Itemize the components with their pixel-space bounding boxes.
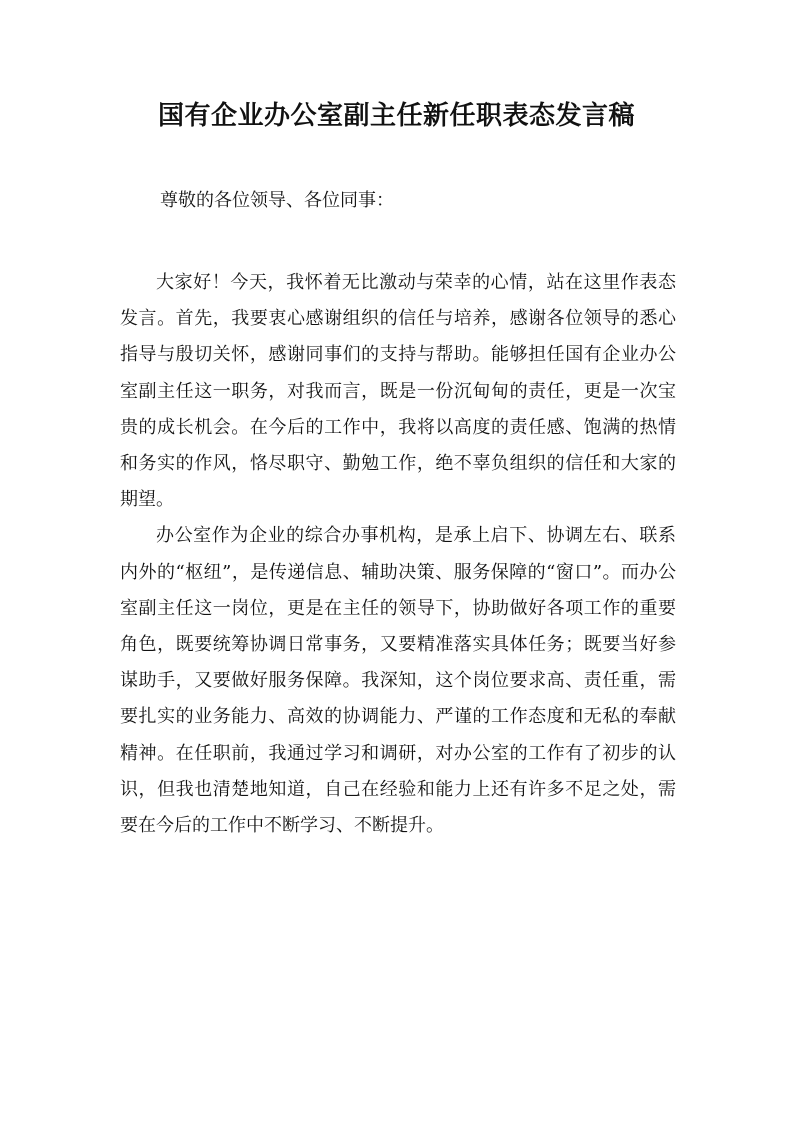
salutation: 尊敬的各位领导、各位同事： (160, 190, 394, 211)
document-body (120, 265, 676, 844)
document-title: 国有企业办公室副主任新任职表态发言稿 (157, 101, 635, 131)
paragraph-2: 办公室作为企业的综合办事机构，是承上启下、协调左右、联系内外的“枢纽”，是传递信息、辅助决策、服务保障的“窗口”。而办公室副主任这一岗位，更是在主任的领导下，协助做好各项工作的重要角色，既要统筹协调日常事务，又要精准落实具体任务；既要当好参谋助手，又要做好服务保障。我深知，这个岗位要求高、责任重，需要扎实的业务能力、高效的协调能力、严谨的工作态度和无私的奉献精神。在任职前，我通过学习和调研，对办公室的工作有了初步的认识，但我也清楚地知道，自己在经验和能力上还有许多不足之处，需要在今后的工作中不断学习、不断提升。 (120, 525, 676, 837)
paragraph-1: 大家好！今天，我怀着无比激动与荣幸的心情，站在这里作表态发言。首先，我要衷心感谢组织的信任与培养，感谢各位领导的悉心指导与殷切关怀，感谢同事们的支持与帮助。能够担任国有企业办公室副主任这一职务，对我而言，既是一份沉甸甸的责任，更是一次宝贵的成长机会。在今后的工作中，我将以高度的责任感、饱满的热情和务实的作风，恪尽职守、勤勉工作，绝不辜负组织的信任和大家的期望。 (120, 272, 676, 511)
